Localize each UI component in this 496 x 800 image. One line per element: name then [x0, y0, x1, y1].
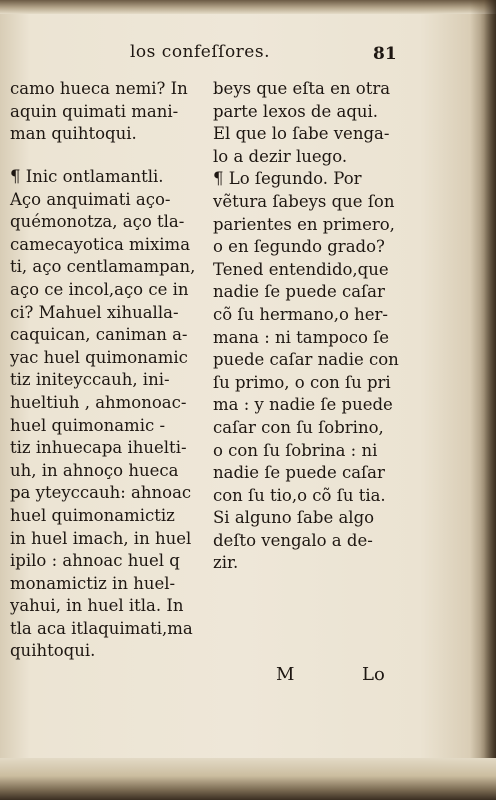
- text-line: caquican, caniman a-: [10, 325, 188, 345]
- left-column-block-2: [10, 166, 206, 663]
- text-line: in huel imach, in huel: [10, 528, 192, 548]
- text-line: beys que eſta en otra: [213, 79, 391, 98]
- text-line: parientes en primero,: [213, 214, 395, 234]
- text-line: quémonotza, aço tla-: [10, 212, 185, 232]
- text-line: tiz inhuecapa ihuelti-: [10, 438, 187, 458]
- page-top-edge: [0, 0, 496, 14]
- running-title: los confeſſores.: [130, 42, 270, 62]
- text-line: zir.: [213, 553, 239, 573]
- page-right-edge: [470, 0, 496, 800]
- signature-mark: M: [276, 664, 295, 685]
- text-line: yac huel quimonamic: [10, 347, 188, 367]
- text-line: camo hueca nemi? In: [10, 79, 188, 98]
- left-column-block-1: [10, 78, 206, 146]
- text-line: con ſu tio,o cõ ſu tia.: [213, 485, 386, 505]
- text-line: ¶ Inic ontlamantli.: [10, 167, 164, 186]
- text-line: ma : y nadie ſe puede: [213, 395, 393, 415]
- right-column: [213, 78, 409, 575]
- text-line: o con ſu ſobrina : ni: [213, 440, 378, 460]
- text-line: quihtoqui.: [10, 641, 96, 661]
- text-line: ci? Mahuel xihualla-: [10, 302, 179, 322]
- text-line: aquin quimati mani-: [10, 101, 179, 121]
- text-line: nadie ſe puede caſar: [213, 463, 385, 483]
- text-line: man quihtoqui.: [10, 124, 137, 144]
- text-line: El que lo ſabe venga-: [213, 124, 390, 144]
- text-line: Si alguno ſabe algo: [213, 508, 375, 528]
- text-line: camecayotica mixima: [10, 234, 191, 254]
- text-line: ti, aço centlamampan,: [10, 257, 196, 277]
- text-line: monamictiz in huel-: [10, 573, 176, 593]
- text-line: nadie ſe puede caſar: [213, 282, 385, 302]
- text-line: cõ ſu hermano,o her-: [213, 304, 388, 324]
- text-line: vẽtura ſabeys que ſon: [213, 191, 395, 211]
- text-line: aço ce incol,aço ce in: [10, 279, 189, 299]
- text-line: ¶ Lo ſegundo. Por: [213, 169, 362, 189]
- page-number: 81: [373, 44, 397, 64]
- text-line: caſar con ſu ſobrino,: [213, 417, 384, 437]
- text-line: mana : ni tampoco ſe: [213, 327, 390, 347]
- text-line: ſu primo, o con ſu pri: [213, 372, 391, 392]
- text-line: pa yteyccauh: ahnoac: [10, 483, 192, 503]
- text-line: uh, in ahnoço hueca: [10, 460, 179, 480]
- text-line: o en ſegundo grado?: [213, 237, 385, 257]
- catchword: Lo: [362, 664, 385, 685]
- text-line: tla aca itlaquimati,ma: [10, 618, 193, 638]
- text-line: Tened entendido,que: [213, 259, 389, 279]
- text-line: lo a dezir luego.: [213, 146, 348, 166]
- page-bottom-edge: [0, 758, 496, 800]
- text-line: hueltiuh , ahmonoac-: [10, 392, 187, 412]
- text-line: Aço anquimati aço-: [10, 189, 171, 209]
- text-line: tiz initeyccauh, ini-: [10, 370, 170, 390]
- text-line: puede caſar nadie con: [213, 350, 399, 370]
- text-line: ipilo : ahnoac huel q: [10, 551, 180, 571]
- text-line: huel quimonamictiz: [10, 505, 175, 525]
- text-line: huel quimonamic -: [10, 415, 166, 435]
- text-line: yahui, in huel itla. In: [10, 596, 184, 616]
- text-line: deſto vengalo a de-: [213, 530, 373, 550]
- text-line: parte lexos de aqui.: [213, 101, 379, 121]
